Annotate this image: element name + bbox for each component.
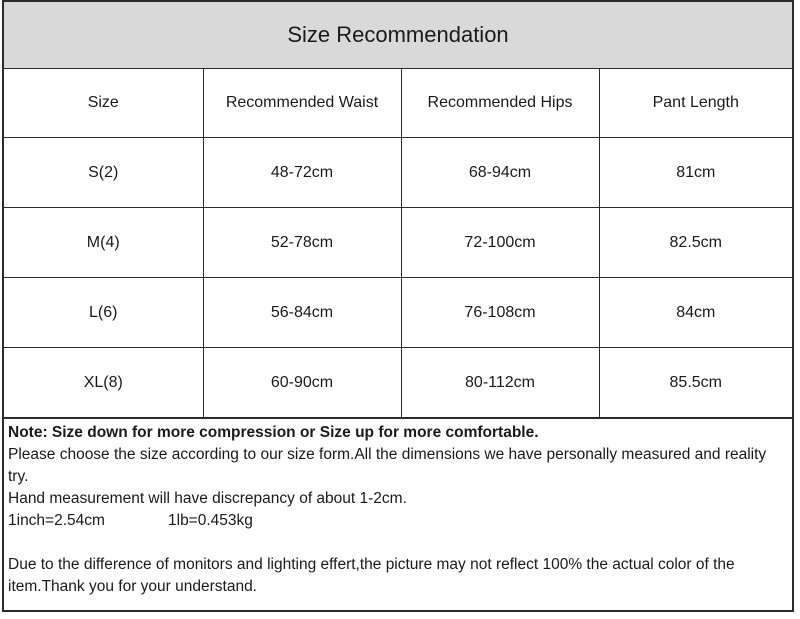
cell-size: L(6) bbox=[4, 278, 203, 348]
size-table bbox=[4, 68, 792, 418]
inch-conversion: 1inch=2.54cm bbox=[8, 512, 105, 529]
sizing-note: Note: Size down for more compression or Size up for more comfortable. bbox=[8, 424, 539, 441]
unit-conversions bbox=[8, 510, 786, 532]
pound-conversion: 1lb=0.453kg bbox=[168, 512, 253, 529]
cell-size: XL(8) bbox=[4, 348, 203, 418]
header-waist: Recommended Waist bbox=[203, 68, 401, 138]
cell-hips: 80-112cm bbox=[401, 348, 599, 418]
cell-pant-length: 84cm bbox=[599, 278, 792, 348]
cell-pant-length: 82.5cm bbox=[599, 208, 792, 278]
chart-title: Size Recommendation bbox=[4, 2, 792, 69]
color-disclaimer: Due to the difference of monitors and lighting effert,the picture may not reflect 100% the actual color of the item.Thank you for your understand. bbox=[8, 556, 735, 595]
cell-size: S(2) bbox=[4, 138, 203, 208]
table-header-row bbox=[4, 68, 792, 138]
discrepancy-note: Hand measurement will have discrepancy of about 1-2cm. bbox=[8, 490, 407, 507]
measurement-note: Please choose the size according to our size form.All the dimensions we have personally measured and reality try. bbox=[8, 446, 767, 485]
cell-pant-length: 85.5cm bbox=[599, 348, 792, 418]
cell-hips: 68-94cm bbox=[401, 138, 599, 208]
header-pant-length: Pant Length bbox=[599, 68, 792, 138]
size-chart-sheet bbox=[2, 0, 794, 612]
cell-waist: 52-78cm bbox=[203, 208, 401, 278]
header-size: Size bbox=[4, 68, 203, 138]
cell-pant-length: 81cm bbox=[599, 138, 792, 208]
table-row bbox=[4, 348, 792, 418]
cell-size: M(4) bbox=[4, 208, 203, 278]
spacer bbox=[8, 532, 786, 554]
cell-waist: 48-72cm bbox=[203, 138, 401, 208]
table-row bbox=[4, 138, 792, 208]
cell-waist: 60-90cm bbox=[203, 348, 401, 418]
table-row bbox=[4, 278, 792, 348]
header-hips: Recommended Hips bbox=[401, 68, 599, 138]
cell-hips: 76-108cm bbox=[401, 278, 599, 348]
notes-section bbox=[4, 418, 792, 598]
cell-hips: 72-100cm bbox=[401, 208, 599, 278]
cell-waist: 56-84cm bbox=[203, 278, 401, 348]
table-row bbox=[4, 208, 792, 278]
